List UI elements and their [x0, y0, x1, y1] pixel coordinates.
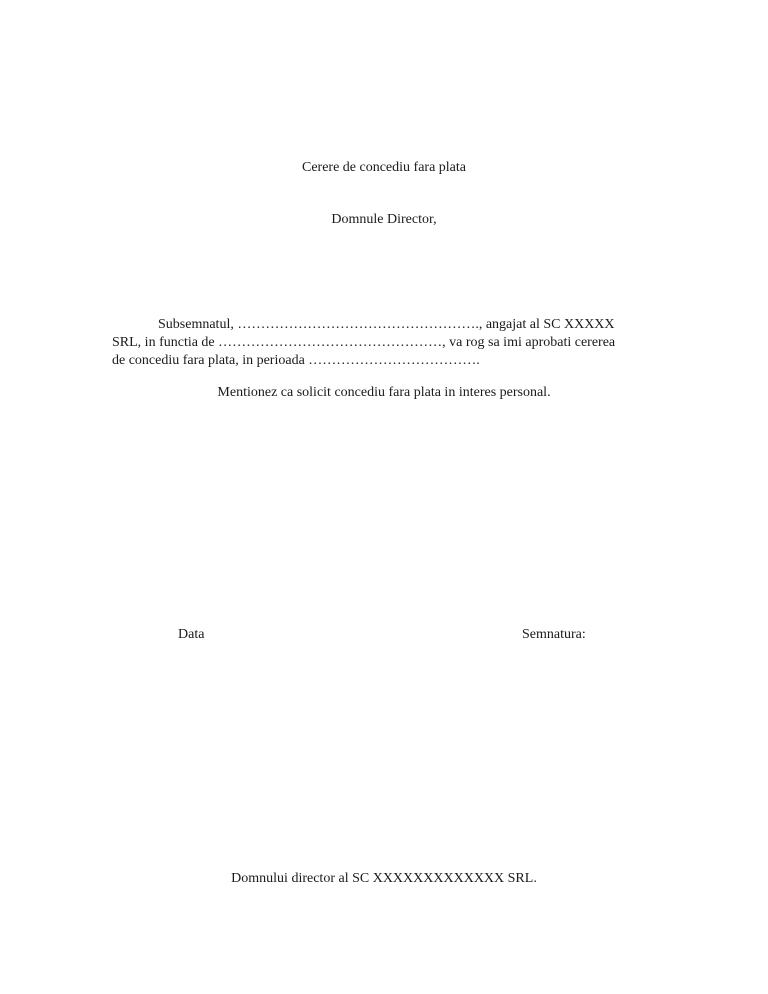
salutation: Domnule Director,	[331, 212, 437, 227]
signature-label: Semnatura:	[522, 627, 586, 642]
paragraph-line-2: SRL, in functia de …………………………………………, va rog sa imi aprobati cererea	[112, 335, 616, 350]
document-title: Cerere de concediu fara plata	[301, 160, 466, 175]
addressee-line: Domnului director al SC XXXXXXXXXXXXX SRL.	[231, 871, 537, 886]
date-label: Data	[178, 627, 205, 642]
request-paragraph	[112, 316, 672, 370]
paragraph-line-3: de concediu fara plata, in perioada ……………………………….	[112, 353, 480, 368]
paragraph-line-1: Subsemnatul, ……………………………………………., angajat al SC XXXXX	[158, 317, 615, 332]
personal-interest-statement: Mentionez ca solicit concediu fara plata in interes personal.	[217, 385, 551, 400]
